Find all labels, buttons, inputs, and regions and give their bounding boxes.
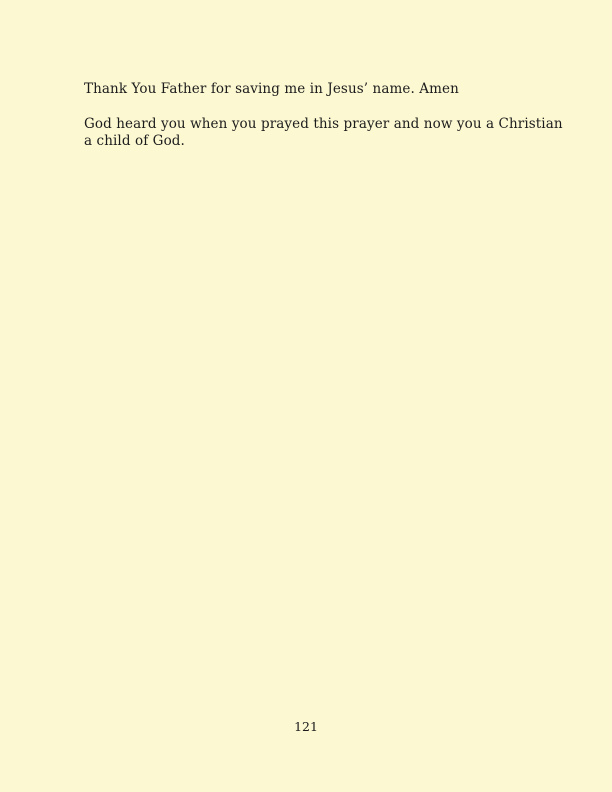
prayer-closing-line: Thank You Father for saving me in Jesus’ name. Amen <box>84 81 459 97</box>
assurance-paragraph <box>84 116 563 150</box>
assurance-paragraph-line-2: a child of God. <box>84 133 185 149</box>
assurance-paragraph-line-1: God heard you when you prayed this prayer and now you a Christian <box>84 116 563 132</box>
page-number: 121 <box>294 719 318 734</box>
